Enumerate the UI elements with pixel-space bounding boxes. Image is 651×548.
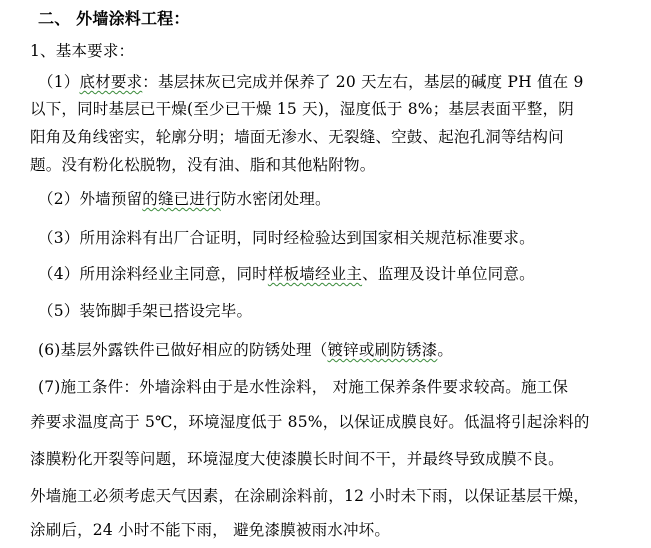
paragraph-4 bbox=[38, 264, 535, 284]
highlighted-text: 的缝已进行 bbox=[142, 190, 221, 208]
highlighted-text: 样板墙经业主 bbox=[267, 265, 363, 283]
paragraph-7-line-1: (7)施工条件：外墙涂料由于是水性涂料， 对施工保养条件要求较高。施工保 bbox=[38, 378, 569, 396]
paragraph-7-line-2: 养要求温度高于 5℃，环境湿度低于 85%，以保证成膜良好。低温将引起涂料的 bbox=[30, 413, 590, 431]
paragraph-6 bbox=[38, 340, 453, 360]
paragraph-1-line-2: 以下，同时基层已干燥(至少已干燥 15 天)，湿度低于 8%；基层表面平整，阴 bbox=[30, 100, 574, 118]
highlighted-text: 镀锌或刷防锈漆 bbox=[327, 341, 438, 359]
paragraph-text: ：基层抹灰已完成并保养了 20 天左右，基层的碱度 PH 值在 9 bbox=[142, 73, 584, 91]
paragraph-text: （4）所用涂料经业主同意，同时 bbox=[38, 265, 268, 283]
paragraph-2 bbox=[38, 189, 331, 209]
paragraph-7-line-3: 漆膜粉化开裂等问题，环境湿度大使漆膜长时间不干，并最终导致成膜不良。 bbox=[30, 450, 564, 468]
paragraph-1-line-3: 阳角及角线密实，轮廓分明；墙面无渗水、无裂缝、空鼓、起泡孔洞等结构问 bbox=[30, 128, 564, 146]
paragraph-1-line-4: 题。没有粉化松脱物，没有油、脂和其他粘附物。 bbox=[30, 156, 376, 174]
paragraph-text: 、监理及设计单位同意。 bbox=[362, 265, 535, 283]
section-heading: 二、 外墙涂料工程： bbox=[38, 9, 190, 28]
paragraph-8-line-1: 外墙施工必须考虑天气因素，在涂刷涂料前，12 小时未下雨，以保证基层干燥， bbox=[30, 487, 590, 505]
substrate-requirement-label: 底材要求 bbox=[79, 73, 143, 91]
subheading-basic-requirements: 1、基本要求： bbox=[30, 42, 135, 60]
paragraph-text: (6)基层外露铁件已做好相应的防锈处理（ bbox=[38, 341, 328, 359]
paragraph-text: 防水密闭处理。 bbox=[220, 190, 331, 208]
paragraph-text: （2）外墙预留 bbox=[38, 190, 143, 208]
paragraph-5: （5）装饰脚手架已搭设完毕。 bbox=[38, 302, 253, 320]
paragraph-3: （3）所用涂料有出厂合证明，同时经检验达到国家相关规范标准要求。 bbox=[38, 229, 535, 247]
paragraph-8-line-2: 涂刷后，24 小时不能下雨， 避免漆膜被雨水冲坏。 bbox=[30, 521, 391, 539]
item-number: （1） bbox=[38, 73, 80, 91]
paragraph-text: 。 bbox=[437, 341, 454, 359]
paragraph-1-line-1 bbox=[38, 72, 584, 92]
